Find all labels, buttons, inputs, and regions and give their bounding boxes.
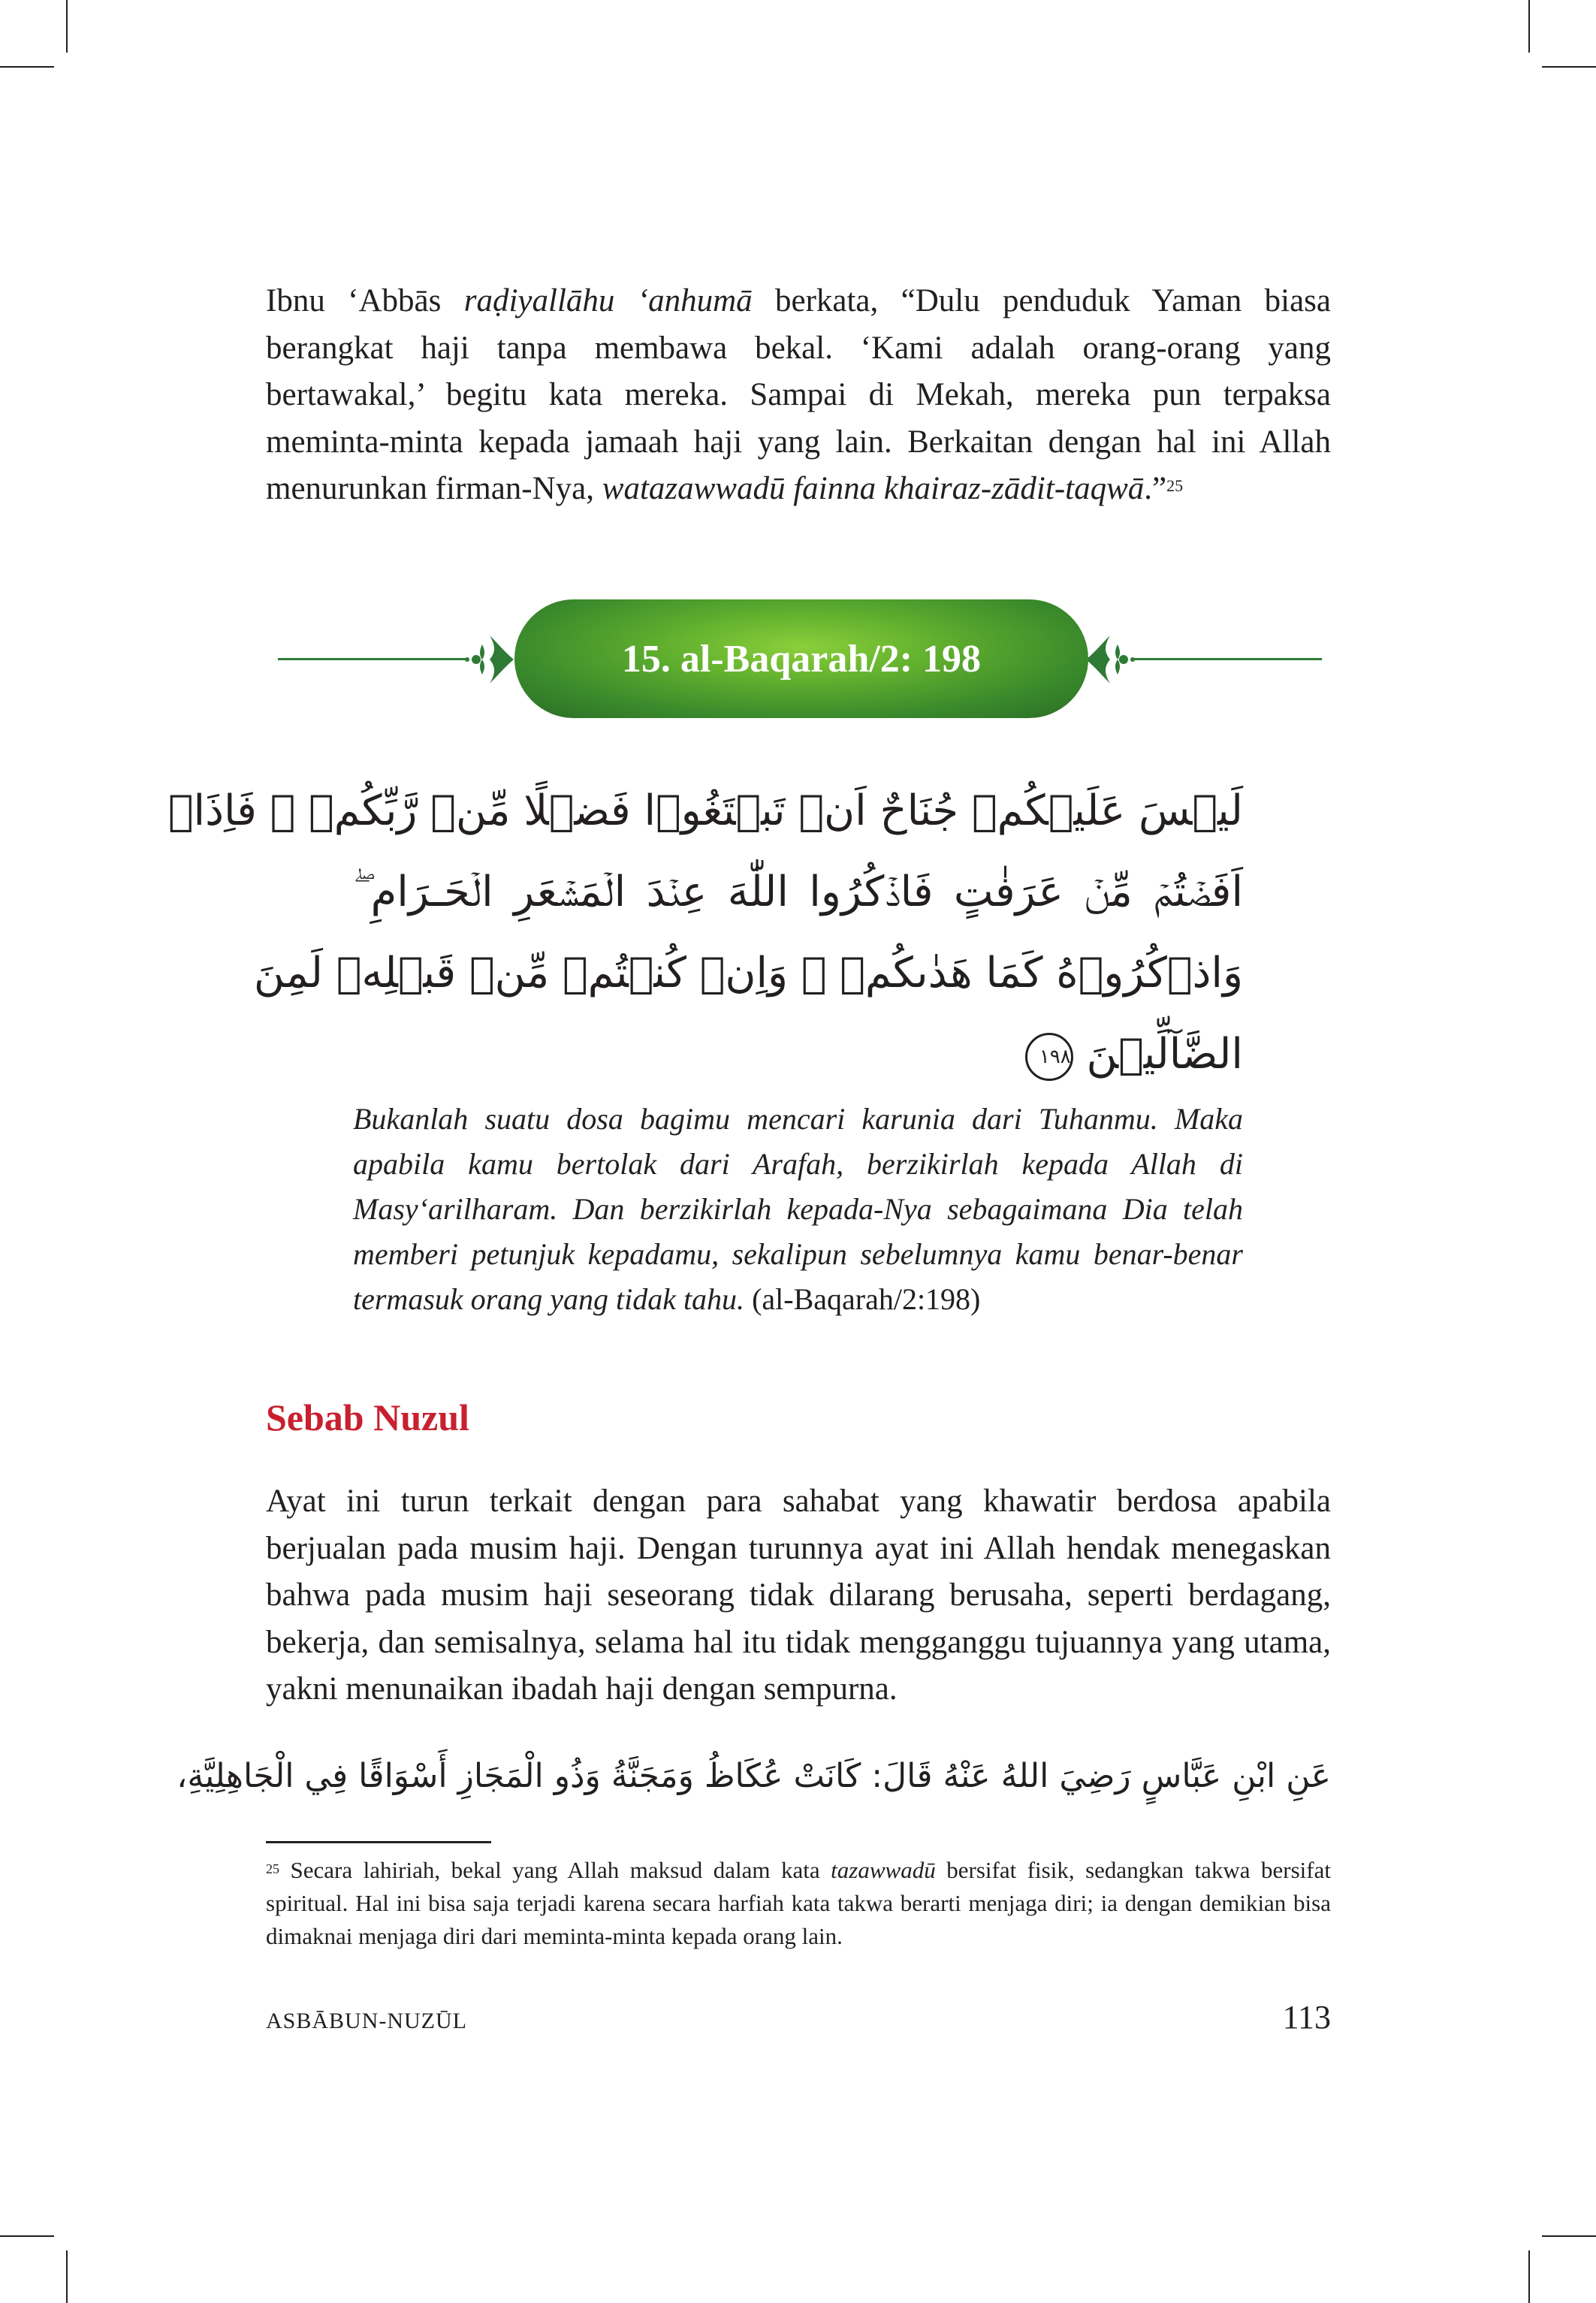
verse-line-4	[1015, 1017, 1243, 1092]
crop-mark-bottom-left-vertical	[66, 2250, 68, 2303]
verse-line-2: اَفَضۡتُمۡ مِّنۡ عَرَفٰتٍ فَاذۡكُرُوا اللّٰهَ عِنۡدَ الۡمَشۡعَرِ الۡحَـرَامِ ۖ	[353, 868, 1243, 916]
quoted-verse-transliteration: watazawwadū fainna khairaz-zādit-taqwā	[602, 471, 1145, 506]
surah-heading-label: 15. al-Baqarah/2: 198	[621, 637, 982, 681]
page-number: 113	[1282, 1999, 1331, 2036]
crop-mark-top-left-vertical	[66, 0, 68, 53]
intro-paragraph: Ibnu ‘Abbās raḍiyallāhu ‘anhumā berkata, “Dulu penduduk Yaman biasa berangkat haji tanpa membawa bekal. ‘Kami adalah orang-orang yang bertawakal,’ begitu kata mereka. Sampai di Mekah, mereka pun terpaksa meminta-minta kepada jamaah haji yang lain. Berkaitan dengan hal ini Allah menurunkan firman-Nya, watazawwadū fainna khairaz-zādit-taqwā.”$^{25}$	[266, 283, 1331, 506]
surah-heading-banner	[514, 599, 1088, 718]
footnote-number: 25	[266, 1861, 279, 1876]
running-head: ASBĀBUN-NUZŪL	[266, 2009, 467, 2033]
ayah-number-marker: ١٩٨	[1025, 1033, 1073, 1081]
footnote-reference: 25	[1166, 476, 1184, 495]
crop-mark-top-left-horizontal	[0, 66, 54, 68]
crop-mark-bottom-right-horizontal	[1542, 2235, 1596, 2237]
crop-mark-bottom-right-vertical	[1528, 2250, 1530, 2303]
crop-mark-top-right-vertical	[1528, 0, 1530, 53]
ornament-right-icon	[1080, 629, 1140, 690]
hadith-arabic-text: عَنِ ابْنِ عَبَّاسٍ رَضِيَ اللهُ عَنْهُ قَالَ: كَانَتْ عُكَاظُ وَمَجَنَّةُ وَذُو الْمَجَازِ أَسْوَاقًا فِي الْجَاهِلِيَّةِ،	[176, 1757, 1331, 1795]
footnote-rule	[266, 1841, 491, 1843]
footnote-term: tazawwadū	[831, 1857, 936, 1883]
verse-line-3: وَاذۡكُرُوۡهُ كَمَا هَدٰٮكُمۡ ۚ وَاِنۡ كُنۡتُمۡ مِّنۡ قَبۡلِهٖ لَمِنَ	[253, 949, 1243, 998]
crop-mark-bottom-left-horizontal	[0, 2235, 54, 2237]
section-body: Ayat ini turun terkait dengan para sahabat yang khawatir berdosa apabila berjualan pada musim haji. Dengan turunnya ayat ini Allah hendak menegaskan bahwa pada musim haji seseorang tidak dilarang berusaha, seperti berdagang, bekerja, dan semisalnya, selama hal itu tidak mengganggu tujuannya yang utama, yakni menunaikan ibadah haji dengan sempurna.	[266, 1484, 1331, 1707]
verse-translation: Bukanlah suatu dosa bagimu mencari karunia dari Tuhanmu. Maka apabila kamu bertolak dari Arafah, berzikirlah kepada Allah di Masy‘arilharam. Dan berzikirlah kepada-Nya sebagaimana Dia telah memberi petunjuk kepadamu, sekalipun sebelumnya kamu benar-benar termasuk orang yang tidak tahu. (al-Baqarah/2:198)	[353, 1102, 1243, 1316]
verse-line-1: لَيۡسَ عَلَيۡكُمۡ جُنَاحٌ اَنۡ تَبۡتَغُوۡا فَضۡلًا مِّنۡ رَّبِّكُمۡ ۗ فَاِذَاۤ	[167, 786, 1243, 835]
banner-rule-right	[1134, 658, 1322, 660]
honorific-text: raḍiyallāhu ‘anhumā	[463, 283, 753, 318]
verse-reference: (al-Baqarah/2:198)	[744, 1282, 981, 1316]
footnote-text: $^{25}$ Secara lahiriah, bekal yang Allah maksud dalam kata tazawwadū bersifat fisik, sedangkan takwa bersifat spiritual. Hal ini bisa saja terjadi karena secara harfiah kata takwa berarti menjaga diri; ia dengan demikian bisa dimaknai menjaga diri dari meminta-minta kepada orang lain.	[266, 1857, 1331, 1949]
banner-rule-left	[278, 658, 466, 660]
verse-line-4-text: الضَّآلِّيۡنَ	[1086, 1030, 1243, 1079]
section-title: Sebab Nuzul	[266, 1396, 469, 1438]
crop-mark-top-right-horizontal	[1542, 66, 1596, 68]
ornament-left-icon	[460, 629, 520, 690]
